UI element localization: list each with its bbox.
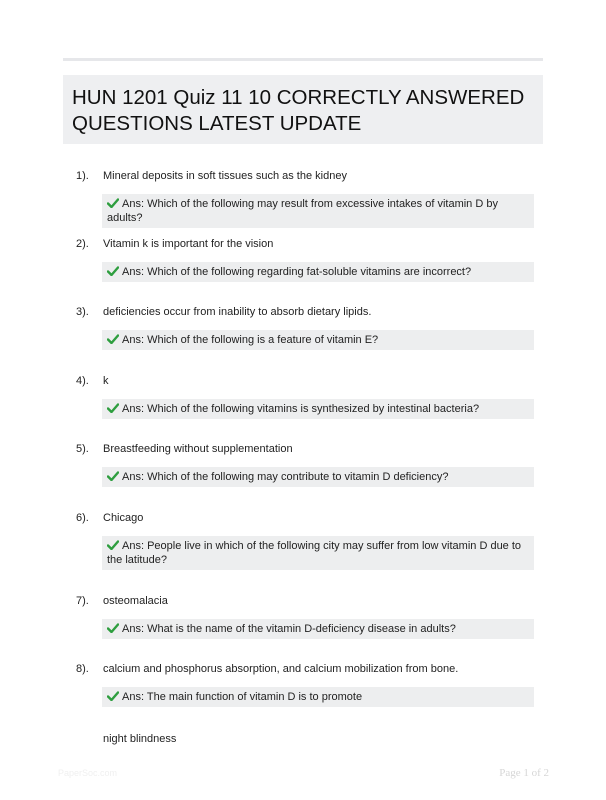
question-number: 8).	[76, 663, 89, 675]
check-icon	[107, 540, 119, 550]
answer-box	[102, 536, 534, 570]
answer-box	[102, 262, 534, 282]
question-text: calcium and phosphorus absorption, and calcium mobilization from bone.	[103, 663, 459, 675]
question-text: Chicago	[103, 512, 144, 524]
question-number: 7).	[76, 595, 89, 607]
answer-box	[102, 399, 534, 419]
question-text: deficiencies occur from inability to absorb dietary lipids.	[103, 306, 372, 318]
question-text: Breastfeeding without supplementation	[103, 443, 293, 455]
check-icon	[107, 691, 119, 701]
answer-text: Ans: Which of the following vitamins is synthesized by intestinal bacteria?	[122, 403, 480, 415]
footer-watermark: PaperSoc.com	[58, 768, 118, 778]
question-text: Mineral deposits in soft tissues such as the kidney	[103, 170, 347, 182]
check-icon	[107, 266, 119, 276]
answer-text: Ans: Which of the following is a feature of vitamin E?	[122, 334, 379, 346]
answer-box	[102, 619, 534, 639]
check-icon	[107, 334, 119, 344]
question-number: 5).	[76, 443, 89, 455]
question-text: Vitamin k is important for the vision	[103, 238, 274, 250]
question-number: 4).	[76, 375, 89, 387]
question-number: 3).	[76, 306, 89, 318]
answer-box	[102, 467, 534, 487]
answer-text: Ans: Which of the following may result from excessive intakes of vitamin D by adults?	[107, 198, 498, 224]
answer-text: Ans: People live in which of the following city may suffer from low vitamin D due to the latitude?	[107, 540, 522, 566]
check-icon	[107, 471, 119, 481]
answer-text: Ans: What is the name of the vitamin D-deficiency disease in adults?	[122, 623, 456, 635]
question-number: 6).	[76, 512, 89, 524]
page-title: HUN 1201 Quiz 11 10 CORRECTLY ANSWERED QUESTIONS LATEST UPDATE	[72, 86, 525, 135]
question-number: 2).	[76, 238, 89, 250]
top-rule	[63, 58, 543, 61]
answer-text: Ans: Which of the following regarding fat-soluble vitamins are incorrect?	[122, 266, 472, 278]
question-text: k	[103, 375, 109, 387]
question-text: osteomalacia	[103, 595, 168, 607]
page-number: Page 1 of 2	[499, 767, 549, 779]
answer-box	[102, 330, 534, 350]
check-icon	[107, 403, 119, 413]
check-icon	[107, 623, 119, 633]
question-number: 1).	[76, 170, 89, 182]
answer-text: Ans: Which of the following may contribute to vitamin D deficiency?	[122, 471, 449, 483]
answer-box	[102, 687, 534, 707]
answer-text: Ans: The main function of vitamin D is to promote	[122, 691, 363, 703]
check-icon	[107, 198, 119, 208]
answer-box	[102, 194, 534, 228]
trailing-text: night blindness	[103, 733, 177, 745]
title-box	[63, 75, 543, 144]
